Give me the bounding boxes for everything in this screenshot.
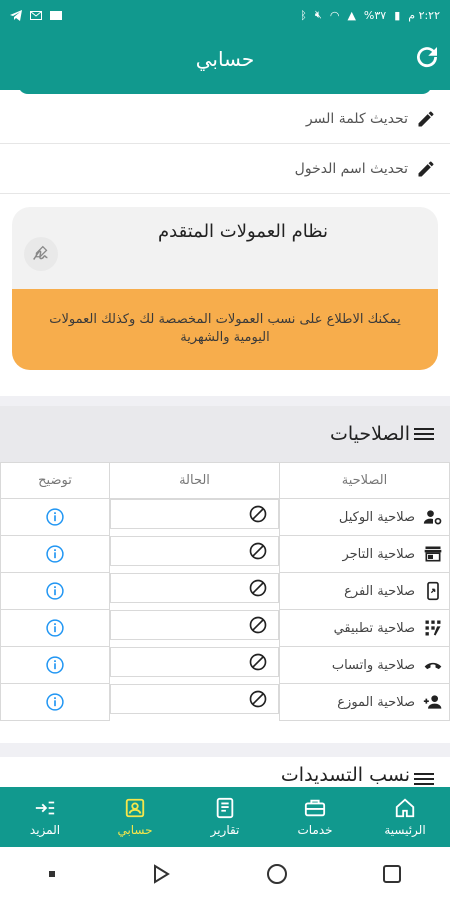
signal-icon: ▲ [347, 8, 356, 22]
payments-rates-header [0, 757, 450, 787]
column-header-permission: الصلاحية [280, 463, 450, 499]
commission-card-header [12, 207, 438, 291]
permission-label: صلاحية واتساب [331, 657, 415, 673]
table-row [1, 647, 450, 684]
section-divider [0, 743, 450, 757]
permissions-header [0, 406, 450, 462]
bluetooth-icon: ᛒ [300, 8, 307, 22]
permission-cell [280, 684, 450, 721]
info-cell [1, 499, 110, 536]
nav-home-label: الرئيسية [384, 823, 426, 837]
permissions-table [0, 462, 450, 721]
top-bar [0, 0, 450, 90]
nav-reports[interactable] [180, 797, 270, 837]
info-icon[interactable] [45, 507, 65, 527]
permissions-title: الصلاحيات [329, 423, 410, 445]
status-cell [110, 573, 279, 603]
table-header-row [1, 463, 450, 499]
more-icon [34, 797, 56, 819]
store-icon [423, 544, 443, 564]
info-icon[interactable] [45, 692, 65, 712]
page-title: حسابي [195, 47, 255, 71]
agent-settings-icon [423, 507, 443, 527]
update-password-label: تحديث كلمة السر [305, 110, 408, 127]
info-cell [1, 684, 110, 721]
permission-label: صلاحية تطبيقي [333, 620, 415, 636]
info-cell [1, 647, 110, 684]
play-back-icon[interactable] [150, 863, 172, 885]
nav-home[interactable] [360, 797, 450, 837]
bottom-navigation [0, 787, 450, 847]
signature-icon [24, 237, 58, 271]
nav-services-label: خدمات [297, 823, 333, 837]
commission-card-title: نظام العمولات المتقدم [158, 221, 328, 242]
disabled-icon [248, 504, 268, 524]
nav-account-label: حسابي [117, 823, 153, 837]
permission-label: صلاحية الفرع [344, 583, 415, 599]
permission-cell [280, 647, 450, 684]
app-bar [0, 30, 450, 88]
disabled-icon [248, 541, 268, 561]
permission-cell [280, 536, 450, 573]
handset-icon [423, 655, 443, 675]
update-password-row[interactable] [0, 94, 450, 144]
permission-cell [280, 573, 450, 610]
column-header-info: توضيح [1, 463, 110, 499]
disabled-icon [248, 578, 268, 598]
clock: ٢:٢٢ م [408, 8, 440, 22]
nav-reports-label: تقارير [210, 823, 240, 837]
permission-cell [280, 610, 450, 647]
status-bar [0, 0, 450, 30]
nav-account[interactable] [90, 797, 180, 837]
permission-label: صلاحية التاجر [342, 546, 415, 562]
telegram-icon [10, 10, 22, 21]
table-row [1, 499, 450, 536]
status-cell [110, 647, 279, 677]
phone-icon [423, 581, 443, 601]
info-icon[interactable] [45, 655, 65, 675]
info-icon[interactable] [45, 581, 65, 601]
account-icon [124, 797, 146, 819]
status-cell [110, 684, 279, 714]
header-curve [18, 84, 432, 94]
nav-more[interactable] [0, 797, 90, 837]
status-cell [110, 610, 279, 640]
info-icon[interactable] [45, 618, 65, 638]
briefcase-icon [304, 797, 326, 819]
dialpad-icon [423, 618, 443, 638]
table-row [1, 684, 450, 721]
pencil-icon [416, 159, 436, 179]
nav-services[interactable] [270, 797, 360, 837]
update-username-label: تحديث اسم الدخول [294, 160, 408, 177]
add-user-icon [423, 692, 443, 712]
commission-card[interactable] [12, 207, 438, 370]
nav-more-label: المزيد [29, 823, 61, 837]
permission-label: صلاحية الموزع [337, 694, 415, 710]
sms-icon [50, 10, 62, 21]
disabled-icon [248, 652, 268, 672]
home-circle-icon[interactable] [266, 863, 288, 885]
disabled-icon [248, 615, 268, 635]
list-icon [414, 426, 434, 442]
permission-cell [280, 499, 450, 536]
wifi-icon: ◠ [329, 8, 340, 22]
disabled-icon [248, 689, 268, 709]
recents-icon[interactable] [381, 863, 403, 885]
table-row [1, 536, 450, 573]
pencil-icon [416, 109, 436, 129]
table-row [1, 573, 450, 610]
info-cell [1, 536, 110, 573]
status-notifications [10, 10, 62, 21]
permission-label: صلاحية الوكيل [338, 509, 415, 525]
report-icon [214, 797, 236, 819]
dot-icon[interactable] [47, 869, 57, 879]
battery-icon: ▮ [394, 8, 401, 22]
battery-text: %٣٧ [363, 8, 387, 22]
info-icon[interactable] [45, 544, 65, 564]
system-navigation [0, 847, 450, 900]
mail-icon [30, 10, 42, 21]
payments-rates-title: نسب التسديدات [280, 764, 410, 786]
column-header-status: الحالة [110, 463, 280, 499]
refresh-icon[interactable] [412, 42, 442, 72]
home-icon [394, 797, 416, 819]
update-username-row[interactable] [0, 144, 450, 194]
section-divider [0, 396, 450, 406]
mute-icon: 🔇︎ [314, 8, 322, 21]
status-system [300, 8, 440, 22]
commission-card-description: يمكنك الاطلاع على نسب العمولات المخصصة لك وكذلك العمولات اليومية والشهرية [12, 289, 438, 370]
info-cell [1, 610, 110, 647]
list-icon [414, 771, 434, 787]
status-cell [110, 499, 279, 529]
status-cell [110, 536, 279, 566]
table-row [1, 610, 450, 647]
info-cell [1, 573, 110, 610]
